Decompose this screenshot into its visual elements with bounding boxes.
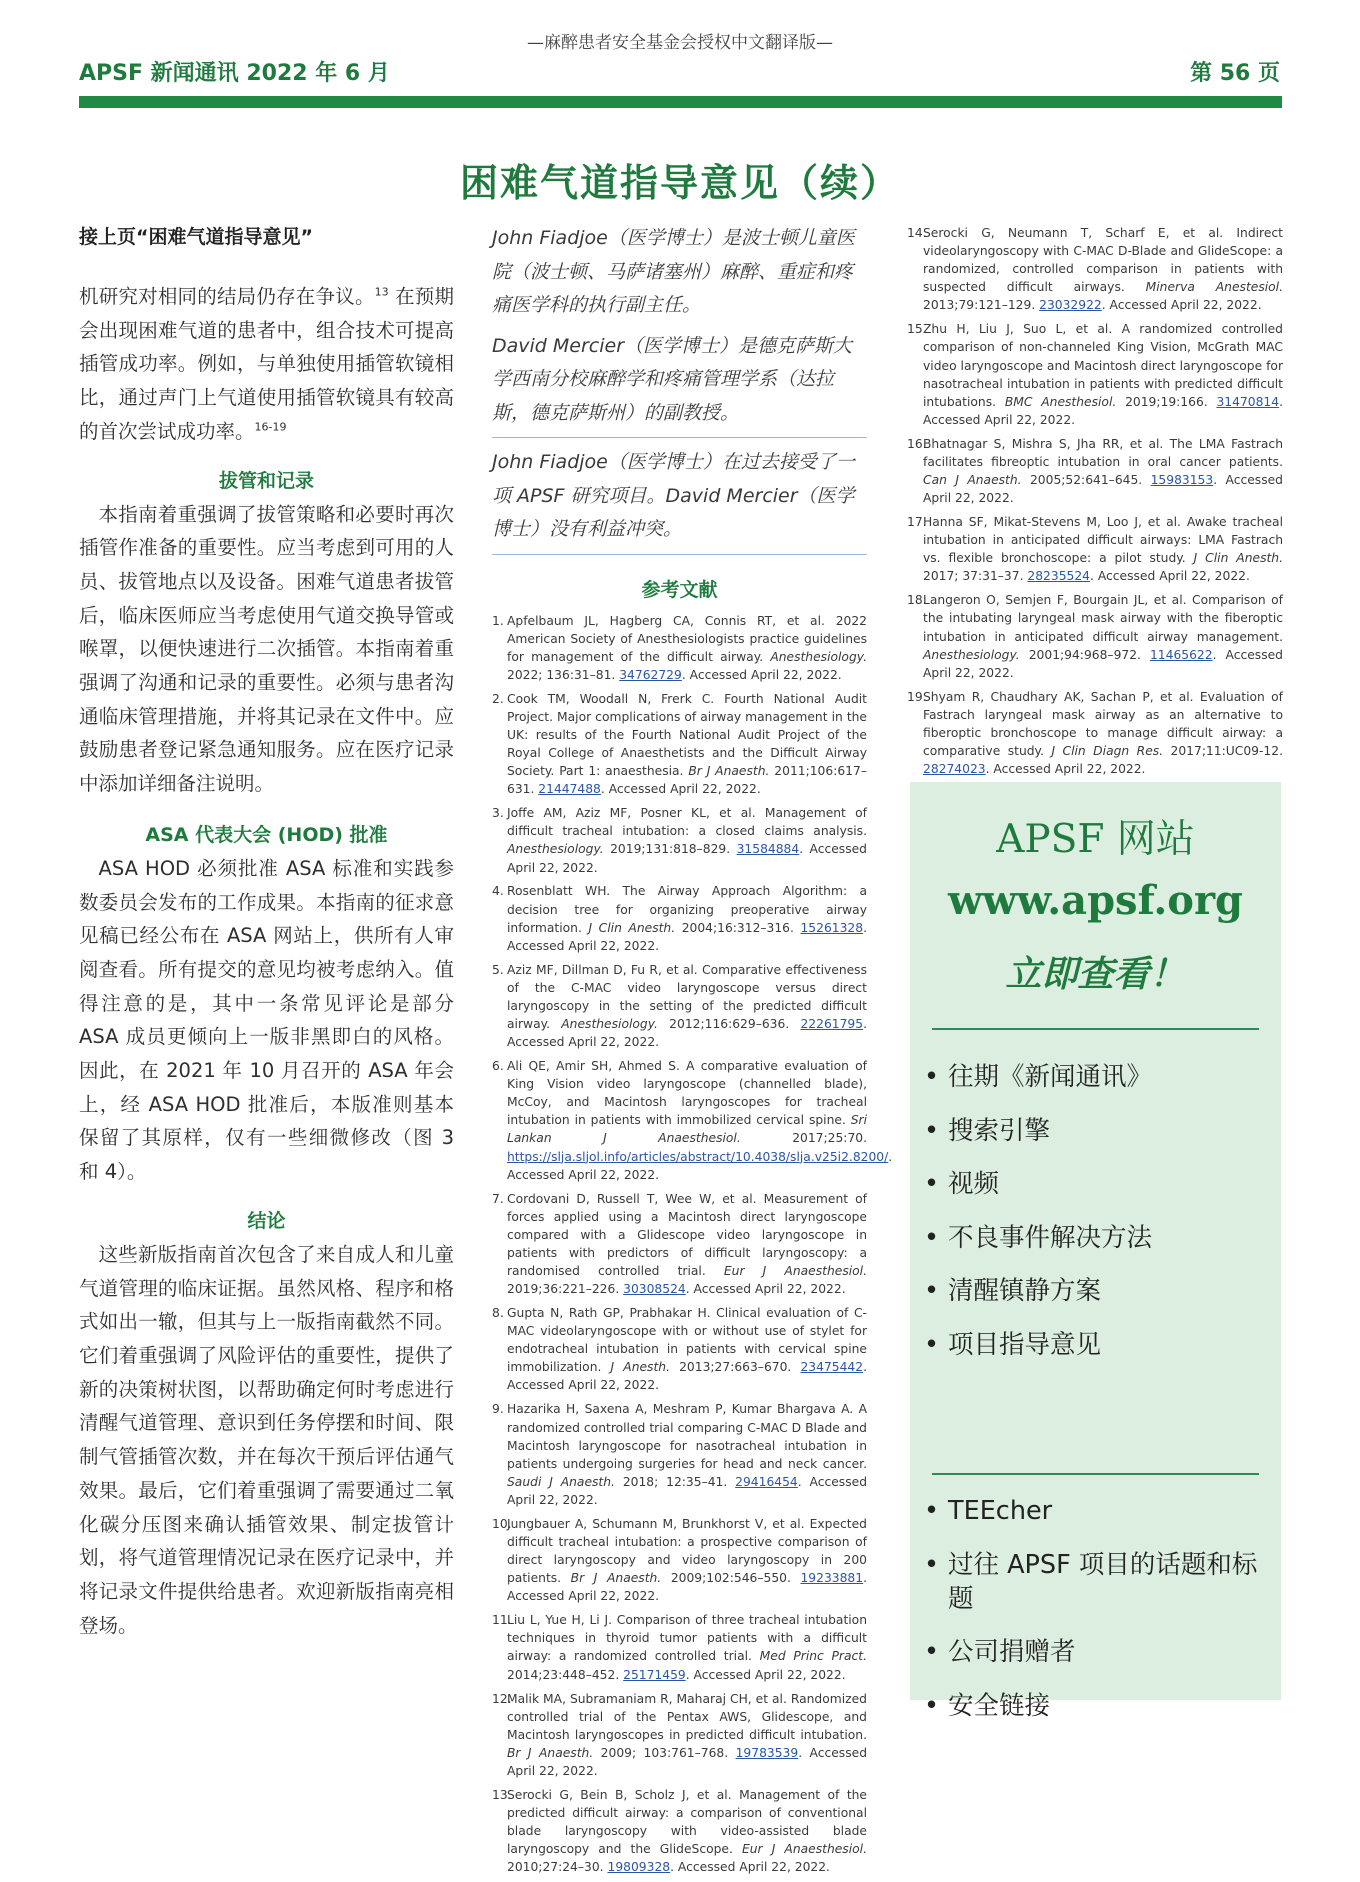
body-column-2 bbox=[492, 222, 893, 1882]
promo-list-item[interactable] bbox=[924, 1635, 1269, 1669]
bullet-icon: • bbox=[924, 1276, 940, 1306]
reference-number: 1. bbox=[492, 613, 504, 628]
reference-text: Shyam R, Chaudhary AK, Sachan P, et al. Evaluation of Fastrach laryngeal mask airway as an alternative to fiberoptic bronchoscope to manage difficult airway: a comparative study. bbox=[923, 689, 1283, 758]
reference-number: 3. bbox=[492, 806, 504, 821]
reference-pubmed-link[interactable]: 15983153 bbox=[1150, 473, 1214, 487]
apsf-website-promo bbox=[910, 782, 1281, 1721]
reference-number: 15. bbox=[907, 322, 927, 337]
reference-text: Liu L, Yue H, Li J. Comparison of three tracheal intubation techniques in thyroid tumor patients with a difficult airway: a randomized controlled trial. bbox=[507, 1613, 867, 1664]
reference-item bbox=[492, 690, 867, 799]
reference-item bbox=[907, 591, 1283, 681]
reference-accessed: . Accessed April 22, 2022. bbox=[923, 473, 1283, 506]
section-heading-hod: ASA 代表大会 (HOD) 批准 bbox=[145, 823, 388, 846]
reference-journal: Br J Anaesth. bbox=[507, 1745, 594, 1760]
reference-number: 6. bbox=[492, 1059, 504, 1074]
promo-divider bbox=[932, 1028, 1259, 1030]
reference-accessed: . Accessed April 22, 2022. bbox=[670, 1860, 830, 1875]
reference-item bbox=[492, 804, 867, 876]
reference-pubmed-link[interactable]: 28274023 bbox=[923, 762, 986, 777]
reference-pubmed-link[interactable]: 23475442 bbox=[800, 1360, 864, 1375]
promo-list-item[interactable] bbox=[924, 1548, 1269, 1616]
reference-item bbox=[907, 513, 1283, 585]
reference-accessed: . Accessed April 22, 2022. bbox=[1090, 569, 1250, 584]
reference-accessed: . Accessed April 22, 2022. bbox=[507, 920, 867, 953]
reference-pubmed-link[interactable]: 34762729 bbox=[619, 667, 682, 682]
reference-item bbox=[492, 1786, 867, 1876]
reference-text: Hanna SF, Mikat-Stevens M, Loo J, et al. Awake tracheal intubation in anticipated difficult airways: LMA Fastrach vs. flexible bronchoscope: a pilot study. bbox=[923, 515, 1283, 566]
reference-text: Bhatnagar S, Mishra S, Jha RR, et al. The LMA Fastrach facilitates fibreoptic intubation in oral cancer patients. bbox=[923, 436, 1283, 469]
promo-list-item[interactable] bbox=[924, 1167, 1269, 1201]
reference-text: Langeron O, Semjen F, Bourgain JL, et al. Comparison of the intubating laryngeal mask airway with the fiberoptic intubation in anticipated difficult airway management. bbox=[923, 593, 1283, 644]
reference-item bbox=[907, 224, 1283, 314]
promo-list-label[interactable]: 清醒镇静方案 bbox=[948, 1276, 1102, 1306]
intro-text-cont: 在预期会出现困难气道的患者中，组合技术可提高插管成功率。例如，与单独使用插管软镜相比，通过声门上气道使用插管软镜具有较高的首次尝试成功率。 bbox=[79, 285, 454, 443]
reference-citation: 2019;131:818–829. bbox=[603, 842, 737, 857]
promo-list-label[interactable]: TEEcher bbox=[948, 1496, 1053, 1526]
page-number: 第 56 页 bbox=[1190, 61, 1280, 86]
reference-journal: J Clin Anesth. bbox=[588, 920, 676, 935]
reference-text: Hazarika H, Saxena A, Meshram P, Kumar Bhargava A. A randomized controlled trial comparing C-MAC D Blade and Macintosh laryngoscope for nasotracheal intubation in patients undergoing surgeries for head and neck cancer. bbox=[507, 1402, 867, 1471]
promo-list-item[interactable] bbox=[924, 1114, 1269, 1148]
section-heading-conclusion: 结论 bbox=[247, 1209, 286, 1232]
reference-pubmed-link[interactable]: 25171459 bbox=[623, 1667, 686, 1682]
section-heading-extubation: 拔管和记录 bbox=[218, 469, 314, 492]
reference-journal: Minerva Anestesiol. bbox=[1145, 280, 1283, 295]
reference-text: Serocki G, Bein B, Scholz J, et al. Management of the predicted difficult airway: a comparison of conventional blade laryngoscopy with video-assisted blade laryngoscopy and the GlideScope. bbox=[507, 1787, 867, 1857]
reference-accessed: . Accessed April 22, 2022. bbox=[985, 762, 1146, 777]
body-column-3 bbox=[907, 224, 1283, 784]
reference-journal: Med Princ Pract. bbox=[759, 1649, 867, 1664]
reference-accessed: . Accessed April 22, 2022. bbox=[923, 647, 1283, 680]
reference-accessed: . Accessed April 22, 2022. bbox=[507, 1571, 867, 1604]
promo-list-item[interactable] bbox=[924, 1221, 1269, 1255]
reference-pubmed-link[interactable]: 28235524 bbox=[1027, 569, 1090, 584]
reference-accessed: . Accessed April 22, 2022. bbox=[507, 1360, 867, 1393]
reference-citation: 2017;11:UC09-12. bbox=[1163, 743, 1283, 758]
reference-number: 13. bbox=[492, 1787, 512, 1802]
reference-citation: 2009; 103:761–768. bbox=[593, 1745, 736, 1760]
reference-number: 16. bbox=[907, 436, 927, 451]
bullet-icon: • bbox=[924, 1637, 940, 1667]
bullet-icon: • bbox=[924, 1690, 940, 1721]
reference-citation: 2014;23:448–452. bbox=[507, 1667, 624, 1682]
reference-item bbox=[492, 1690, 867, 1780]
header-rule bbox=[79, 96, 1282, 108]
divider bbox=[492, 437, 867, 438]
promo-list-item[interactable] bbox=[924, 1689, 1269, 1723]
promo-list-label[interactable]: 搜索引擎 bbox=[948, 1115, 1051, 1146]
translation-banner: —麻醉患者安全基金会授权中文翻译版— bbox=[527, 33, 833, 53]
reference-number: 14. bbox=[907, 226, 927, 240]
reference-text: Serocki G, Neumann T, Scharf E, et al. Indirect videolaryngoscopy with C-MAC D-Blade and GlideScope: a randomized, controlled comparison in patients with suspected difficult airways. bbox=[923, 226, 1283, 295]
reference-journal: J Anesth. bbox=[610, 1360, 670, 1375]
promo-divider bbox=[932, 1473, 1259, 1475]
reference-item bbox=[492, 1515, 867, 1605]
reference-item bbox=[907, 688, 1283, 778]
promo-list-item[interactable] bbox=[924, 1328, 1269, 1362]
reference-text: Cordovani D, Russell T, Wee W, et al. Measurement of forces applied using a Macintosh direct laryngoscope compared with a Glidescope video laryngoscope in patients with predictors of difficult laryngoscopy: a randomised controlled trial. bbox=[507, 1191, 867, 1279]
reference-pubmed-link[interactable]: 15261328 bbox=[800, 920, 864, 935]
reference-pubmed-link[interactable]: 31470814 bbox=[1216, 394, 1280, 409]
intro-text: 机研究对相同的结局仍存在争议。 bbox=[79, 285, 375, 308]
promo-title: APSF 网站 bbox=[996, 817, 1195, 862]
reference-number: 18. bbox=[907, 593, 927, 608]
bullet-icon: • bbox=[924, 1169, 940, 1199]
reference-number: 12. bbox=[492, 1691, 512, 1706]
reference-pubmed-link[interactable]: 19809328 bbox=[607, 1860, 671, 1875]
reference-citation: 2013;27:663–670. bbox=[669, 1360, 801, 1375]
bullet-icon: • bbox=[924, 1329, 940, 1360]
paragraph-conclusion: 这些新版指南首次包含了来自成人和儿童气道管理的临床证据。虽然风格、程序和格式如出一辙，但其与上一版指南截然不同。它们着重强调了风险评估的重要性，提供了新的决策树状图，以帮助确定何时考虑进行清醒气道管理、意识到任务停摆和时间、限制气管插管次数，并在每次干预后评估通气效果。最后，它们着重强调了需要通过二氧化碳分压图来确认插管效果、制定拔管计划，将气道管理情况记录在医疗记录中，并将记录文件提供给患者。欢迎新版指南亮相登场。 bbox=[79, 1242, 454, 1637]
promo-list-label[interactable]: 往期《新闻通讯》 bbox=[948, 1062, 1153, 1092]
reference-journal: Eur J Anaesthesiol. bbox=[741, 1842, 867, 1857]
reference-item bbox=[492, 1190, 867, 1299]
reference-journal: BMC Anesthesiol. bbox=[1004, 394, 1117, 409]
paragraph-intro bbox=[79, 280, 454, 449]
promo-list-item[interactable] bbox=[924, 1274, 1269, 1308]
reference-item bbox=[907, 435, 1283, 507]
reference-accessed: . Accessed April 22, 2022. bbox=[507, 1745, 867, 1778]
reference-item bbox=[492, 882, 867, 954]
reference-number: 9. bbox=[492, 1402, 504, 1417]
references-list bbox=[492, 612, 893, 1877]
reference-journal: Anesthesiology. bbox=[923, 647, 1020, 662]
reference-text: Aziz MF, Dillman D, Fu R, et al. Comparative effectiveness of the C-MAC video laryngoscope versus direct laryngoscopy in the setting of the predicted difficult airway. bbox=[507, 962, 867, 1032]
reference-journal: Eur J Anaesthesiol. bbox=[723, 1264, 867, 1279]
reference-citation: 2005;52:641–645. bbox=[1021, 473, 1151, 487]
reference-item bbox=[492, 612, 867, 684]
reference-citation: 2001;94:968–972. bbox=[1019, 647, 1150, 662]
promo-list-label[interactable]: 视频 bbox=[948, 1169, 1000, 1199]
reference-journal: Anesthesiology. bbox=[770, 649, 867, 664]
reference-number: 17. bbox=[907, 515, 927, 530]
reference-pubmed-link[interactable]: 31584884 bbox=[736, 842, 800, 857]
reference-citation: 2004;16:312–316. bbox=[675, 920, 801, 935]
references-heading: 参考文献 bbox=[641, 578, 718, 601]
promo-url-link[interactable]: www.apsf.org bbox=[947, 877, 1244, 924]
promo-list-label[interactable]: 项目指导意见 bbox=[948, 1329, 1102, 1360]
reference-accessed: . Accessed April 22, 2022. bbox=[600, 782, 761, 797]
reference-accessed: . Accessed April 22, 2022. bbox=[1101, 298, 1262, 313]
reference-citation: 2019;19:166. bbox=[1116, 394, 1217, 409]
promo-list-label[interactable]: 公司捐赠者 bbox=[948, 1637, 1076, 1667]
reference-number: 4. bbox=[492, 884, 504, 899]
reference-item bbox=[492, 1400, 867, 1509]
reference-text: Apfelbaum JL, Hagberg CA, Connis RT, et al. 2022 American Society of Anesthesiologists practice guidelines for management of the difficult airway. bbox=[507, 613, 867, 664]
reference-citation: 2011;106:617–631. bbox=[507, 764, 867, 797]
reference-pubmed-link[interactable]: 29416454 bbox=[735, 1474, 798, 1489]
reference-journal: Br J Anaesth. bbox=[570, 1571, 662, 1586]
author-bio-mercier: David Mercier（医学博士）是德克萨斯大学西南分校麻醉学和疼痛管理学系（达拉斯，德克萨斯州）的副教授。 bbox=[492, 334, 853, 424]
paragraph-extubation: 本指南着重强调了拔管策略和必要时再次插管作准备的重要性。应当考虑到可用的人员、拔管地点以及设备。困难气道患者拔管后，临床医师应当考虑使用气道交换导管或喉罩，以便快速进行二次插管。本指南着重强调了沟通和记录的重要性。必须与患者沟通临床管理措施，并将其记录在文件中。应鼓励患者登记紧急通知服务。应在医疗记录中添加详细备注说明。 bbox=[79, 502, 454, 796]
reference-text: Gupta N, Rath GP, Prabhakar H. Clinical evaluation of C-MAC videolaryngoscope with or without use of stylet for endotracheal intubation in patients with cervical spine immobilization. bbox=[507, 1306, 867, 1375]
promo-list-label[interactable]: 安全链接 bbox=[948, 1690, 1051, 1721]
reference-citation: 2013;79:121–129. bbox=[923, 298, 1040, 313]
reference-pubmed-link[interactable]: 30308524 bbox=[623, 1282, 686, 1297]
divider bbox=[492, 554, 867, 555]
reference-text: Zhu H, Liu J, Suo L, et al. A randomized controlled comparison of non-channeled King Vision, McGrath MAC video laryngoscope and Macintosh direct laryngoscope for nasotracheal intubation in patients with predicted difficult intubations. bbox=[923, 322, 1283, 409]
reference-accessed: . Accessed April 22, 2022. bbox=[507, 1017, 867, 1050]
promo-list-primary bbox=[924, 1060, 1269, 1381]
promo-list-item[interactable] bbox=[924, 1494, 1269, 1528]
reference-accessed: . Accessed April 22, 2022. bbox=[507, 1474, 867, 1507]
reference-text: Malik MA, Subramaniam R, Maharaj CH, et al. Randomized controlled trial of the Pentax AWS, Glidescope, and Macintosh laryngoscopes in predicted difficult intubation. bbox=[507, 1691, 867, 1742]
reference-accessed: . Accessed April 22, 2022. bbox=[923, 394, 1283, 427]
reference-journal: Anesthesiology. bbox=[561, 1017, 658, 1032]
reference-citation: 2010;27:24–30. bbox=[507, 1860, 608, 1875]
continued-label: 接上页“困难气道指导意见” bbox=[79, 226, 313, 248]
reference-citation: 2017;25:70. bbox=[740, 1131, 867, 1146]
promo-list-label[interactable]: 不良事件解决方法 bbox=[948, 1222, 1153, 1253]
reference-accessed: . Accessed April 22, 2022. bbox=[681, 667, 842, 682]
reference-pubmed-link[interactable]: 19783539 bbox=[735, 1745, 799, 1760]
reference-journal: J Clin Diagn Res. bbox=[1051, 743, 1164, 758]
reference-accessed: . Accessed April 22, 2022. bbox=[507, 1149, 893, 1182]
reference-journal: J Clin Anesth. bbox=[1193, 551, 1284, 566]
body-column-1 bbox=[79, 224, 454, 1642]
bullet-icon: • bbox=[924, 1222, 940, 1253]
reference-text: Jungbauer A, Schumann M, Brunkhorst V, et al. Expected difficult tracheal intubation: a prospective comparison of direct laryngoscopy and video laryngoscopy in 200 patients. bbox=[507, 1516, 867, 1586]
reference-citation: 2019;36:221–226. bbox=[507, 1282, 624, 1297]
disclosure-text: John Fiadjoe（医学博士）在过去接受了一项 APSF 研究项目。David Mercier（医学博士）没有利益冲突。 bbox=[492, 451, 855, 540]
reference-item bbox=[492, 1611, 867, 1683]
reference-number: 19. bbox=[907, 689, 927, 704]
reference-journal: Saudi J Anaesth. bbox=[507, 1474, 615, 1489]
paragraph-hod: ASA HOD 必须批准 ASA 标准和实践参数委员会发布的工作成果。本指南的征求意见稿已经公布在 ASA 网站上，供所有人审阅查看。所有提交的意见均被考虑纳入。值得注意的是，其中一条常见评论是部分 ASA 成员更倾向上一版非黑即白的风格。因此，在 2021 年 10 月召开的 ASA 年会上，经 ASA HOD 批准后，本版准则基本保留了其原样，仅有一些细微修改（图 3 和 4）。 bbox=[79, 856, 454, 1184]
reference-journal: Can J Anaesth. bbox=[923, 473, 1022, 487]
newsletter-title: APSF 新闻通讯 2022 年 6 月 bbox=[79, 61, 390, 86]
citation-sup: 13 bbox=[374, 285, 389, 299]
reference-pubmed-link[interactable]: 22261795 bbox=[800, 1017, 864, 1032]
author-bio-fiadjoe: John Fiadjoe（医学博士）是波士顿儿童医院（波士顿、马萨诸塞州）麻醉、重症和疼痛医学科的执行副主任。 bbox=[492, 227, 855, 316]
reference-citation: 2009;102:546–550. bbox=[661, 1571, 801, 1586]
bullet-icon: • bbox=[924, 1115, 940, 1146]
reference-journal: Br J Anaesth. bbox=[688, 764, 770, 779]
reference-pubmed-link[interactable]: https://slja.sljol.info/articles/abstract/10.4038/slja.v25i2.8200/ bbox=[507, 1149, 889, 1164]
citation-sup: 16-19 bbox=[254, 420, 287, 434]
reference-item bbox=[492, 1057, 893, 1184]
references-list-continued bbox=[907, 224, 1283, 778]
bullet-icon: • bbox=[924, 1549, 940, 1580]
reference-accessed: . Accessed April 22, 2022. bbox=[685, 1282, 846, 1297]
bullet-icon: • bbox=[924, 1062, 940, 1092]
reference-text: Joffe AM, Aziz MF, Posner KL, et al. Management of difficult tracheal intubation: a closed claims analysis. bbox=[507, 806, 867, 839]
reference-citation: 2017; 37:31–37. bbox=[923, 569, 1028, 584]
reference-number: 7. bbox=[492, 1191, 504, 1206]
reference-journal: Anesthesiology. bbox=[507, 842, 604, 857]
reference-item bbox=[907, 320, 1283, 429]
reference-citation: 2012;116:629–636. bbox=[657, 1017, 801, 1032]
promo-cta: 立即查看！ bbox=[1005, 954, 1186, 995]
reference-text: Rosenblatt WH. The Airway Approach Algorithm: a decision tree for organizing preoperative airway information. bbox=[507, 884, 867, 935]
reference-accessed: . Accessed April 22, 2022. bbox=[685, 1667, 846, 1682]
promo-list-item[interactable] bbox=[924, 1060, 1269, 1094]
reference-accessed: . Accessed April 22, 2022. bbox=[507, 842, 867, 875]
reference-number: 5. bbox=[492, 962, 504, 977]
reference-pubmed-link[interactable]: 11465622 bbox=[1149, 647, 1213, 662]
reference-pubmed-link[interactable]: 19233881 bbox=[800, 1571, 864, 1586]
reference-journal: Sri Lankan J Anaesthesiol. bbox=[507, 1113, 867, 1146]
reference-citation: 2022; 136:31–81. bbox=[507, 667, 620, 682]
article-title: 困难气道指导意见（续） bbox=[459, 161, 900, 205]
reference-number: 10. bbox=[492, 1516, 512, 1531]
reference-item bbox=[492, 1304, 867, 1394]
promo-list-secondary bbox=[924, 1494, 1269, 1742]
reference-text: Cook TM, Woodall N, Frerk C. Fourth National Audit Project. Major complications of airway management in the UK: results of the Fourth National Audit Project of the Royal College of Anaesthetists and the Difficult Airway Society. Part 1: anaesthesia. bbox=[507, 691, 867, 779]
bullet-icon: • bbox=[924, 1496, 940, 1526]
reference-item bbox=[492, 961, 867, 1051]
reference-number: 2. bbox=[492, 691, 504, 706]
reference-citation: 2018; 12:35–41. bbox=[614, 1474, 736, 1489]
reference-number: 8. bbox=[492, 1306, 504, 1321]
promo-list-label[interactable]: 过往 APSF 项目的话题和标题 bbox=[948, 1549, 1258, 1614]
reference-text: Ali QE, Amir SH, Ahmed S. A comparative evaluation of King Vision video laryngoscope (channelled blade), McCoy, and Macintosh laryngoscopes for tracheal intubation in patients with immobilized cervical spine. bbox=[507, 1059, 867, 1128]
reference-number: 11. bbox=[492, 1613, 512, 1628]
reference-pubmed-link[interactable]: 23032922 bbox=[1039, 298, 1102, 313]
reference-pubmed-link[interactable]: 21447488 bbox=[538, 782, 601, 797]
